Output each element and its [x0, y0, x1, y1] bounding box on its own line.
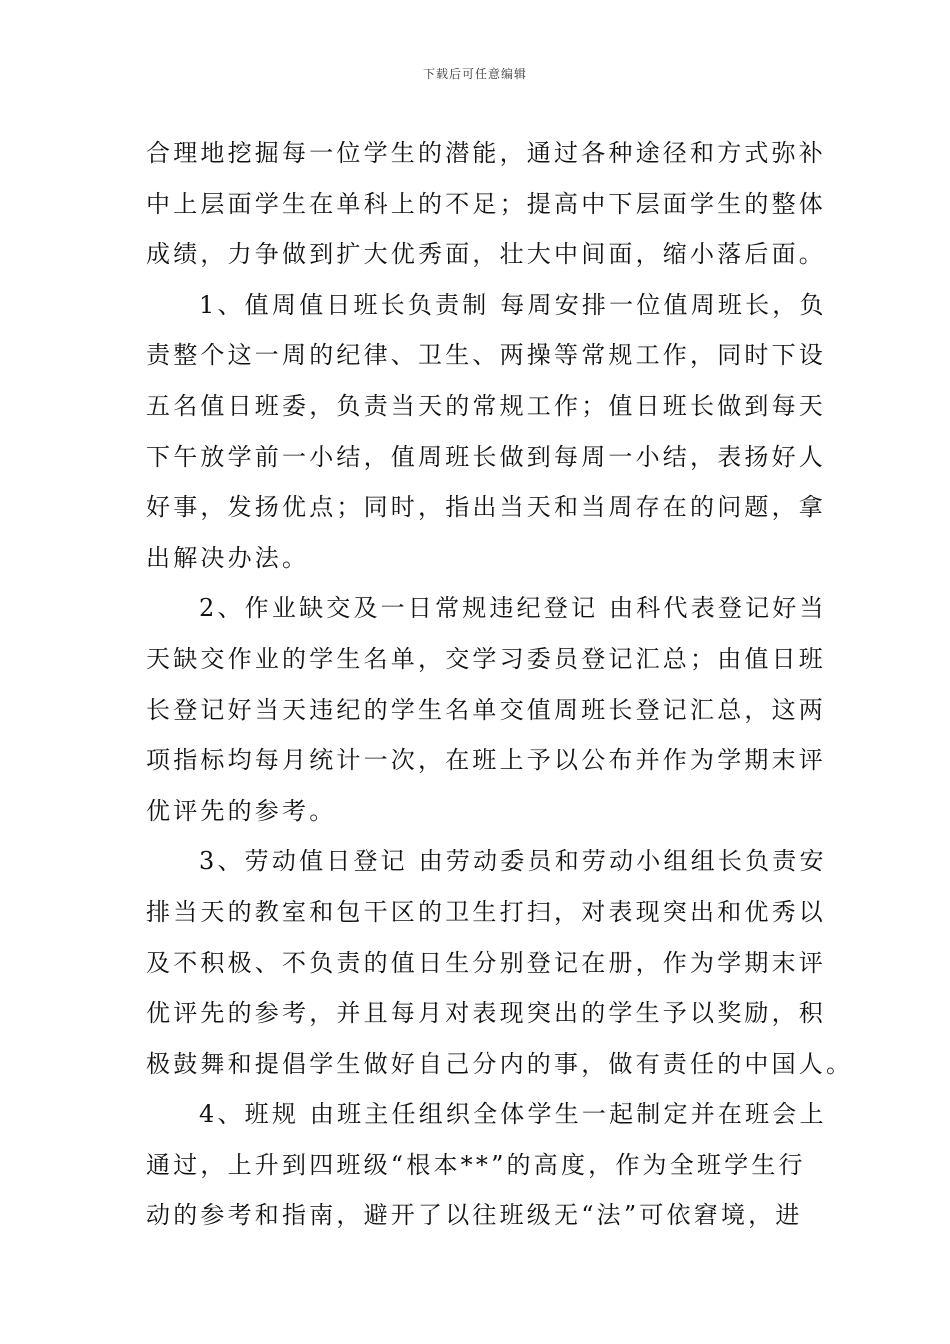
text-line: 出解决办法。	[146, 543, 310, 572]
text-line: 项指标均每月统计一次，在班上予以公布并作为学期末评	[146, 746, 826, 775]
text-line: 及不积极、不负责的值日生分别登记在册，作为学期末评	[146, 948, 826, 977]
text-line: 中上层面学生在单科上的不足；提高中下层面学生的整体	[146, 189, 826, 218]
text-line: 长登记好当天违纪的学生名单交值周班长登记汇总，这两	[146, 695, 826, 724]
paragraph-item-1	[146, 280, 827, 584]
text-line: 动的参考和指南，避开了以往班级无“法”可依窘境，进	[146, 1201, 803, 1230]
text-line: 优评先的参考，并且每月对表现突出的学生予以奖励，积	[146, 999, 826, 1028]
text-line: 天缺交作业的学生名单，交学习委员登记汇总；由值日班	[146, 644, 826, 673]
header-note: 下载后可任意编辑	[422, 67, 527, 81]
text-line: 3、劳动值日登记 由劳动委员和劳动小组组长负责安	[199, 847, 827, 876]
paragraph-item-3	[146, 836, 854, 1089]
text-line: 排当天的教室和包干区的卫生打扫，对表现突出和优秀以	[146, 897, 826, 926]
text-line: 责整个这一周的纪律、卫生、两操等常规工作，同时下设	[146, 341, 826, 370]
text-line: 1、值周值日班长负责制 每周安排一位值周班长，负	[199, 290, 827, 319]
paragraph-item-2	[146, 583, 827, 836]
text-line: 好事，发扬优点；同时，指出当天和当周存在的问题，拿	[146, 493, 826, 522]
text-line: 合理地挖掘每一位学生的潜能，通过各种途径和方式弥补	[146, 139, 826, 167]
text-line: 极鼓舞和提倡学生做好自己分内的事，做有责任的中国人。	[146, 1049, 854, 1078]
document-body	[146, 128, 854, 1241]
text-line: 下午放学前一小结，值周班长做到每周一小结，表扬好人	[146, 442, 826, 471]
paragraph-item-4	[146, 1089, 827, 1241]
text-line: 通过，上升到四班级“根本**”的高度，作为全班学生行	[146, 1150, 806, 1179]
text-line: 成绩，力争做到扩大优秀面，壮大中间面，缩小落后面。	[146, 240, 826, 269]
text-line: 2、作业缺交及一日常规违纪登记 由科代表登记好当	[199, 594, 827, 623]
paragraph-intro	[146, 128, 826, 280]
text-line: 优评先的参考。	[146, 796, 337, 825]
text-line: 4、班规 由班主任组织全体学生一起制定并在班会上	[199, 1100, 827, 1129]
text-line: 五名值日班委，负责当天的常规工作；值日班长做到每天	[146, 391, 826, 420]
